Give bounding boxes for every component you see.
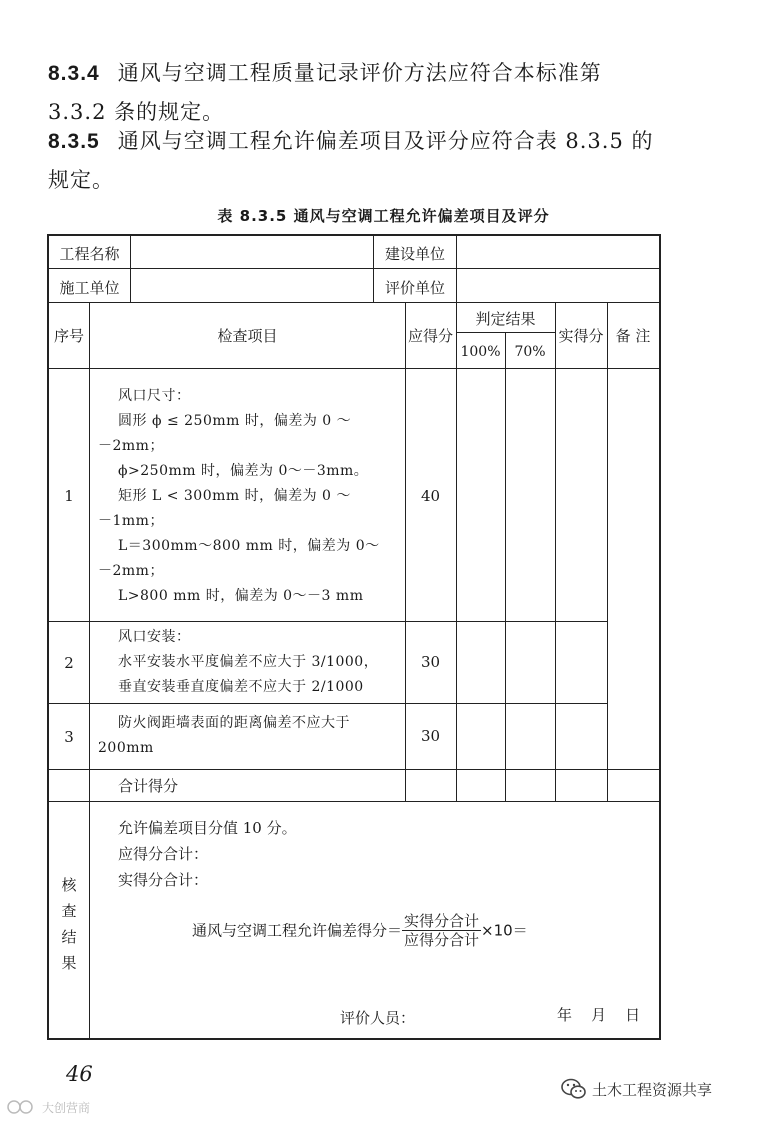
row-check-item [98,384,403,609]
corner-watermark-text: 大创营商 [42,1101,91,1115]
wechat-watermark [560,1077,760,1103]
row-line: 200mm [98,740,154,756]
row-line: L>800 mm 时，偏差为 0～－3 mm [118,588,364,604]
review-label-char: 查 [61,902,77,920]
clause-text: 通风与空调工程允许偏差项目及评分应符合表 8.3.5 的 [117,129,654,153]
formula-prefix: 通风与空调工程允许偏差得分＝ [192,921,403,940]
row-line: 风口安装： [118,629,191,645]
clause-text-cont: 3.3.2 条的规定。 [48,100,225,124]
evaluator-signature-label: 评价人员： [340,1009,416,1027]
label-evaluator: 评价单位 [384,279,445,297]
clause-8-3-4 [48,54,728,131]
formula-suffix: ×10＝ [481,921,528,940]
header-pct100: 100% [460,344,501,360]
row-line: 矩形 L < 300mm 时，偏差为 0 ～ [118,488,351,504]
row-line: 垂直安装垂直度偏差不应大于 2/1000 [118,679,364,695]
row-score: 30 [420,653,441,671]
row-score: 40 [420,487,441,505]
row-line: 风口尺寸： [118,388,191,404]
row-seq: 1 [64,487,74,505]
label-builder: 建设单位 [384,245,445,263]
formula-denominator: 应得分合计 [404,931,480,949]
header-judgement: 判定结果 [475,310,536,328]
wechat-icon [560,1077,588,1101]
header-remark: 备 注 [615,327,651,345]
clause-text-cont: 规定。 [48,168,114,192]
row-line: －1mm； [98,513,164,529]
header-pct70: 70% [514,344,546,360]
table-caption: 表 8.3.5 通风与空调工程允许偏差项目及评分 [217,207,550,225]
row-line: ϕ>250mm 时，偏差为 0～－3mm。 [118,463,369,479]
date-label: 年 月 日 [557,1006,641,1024]
row-score: 30 [420,727,441,745]
row-line: 圆形 ϕ ≤ 250mm 时，偏差为 0 ～ [118,413,352,429]
corner-watermark [6,1097,116,1117]
watermark-logo-icon [6,1099,36,1115]
header-check-item: 检查项目 [217,327,278,345]
review-line: 允许偏差项目分值 10 分。 [118,819,297,837]
row-seq: 3 [64,728,74,746]
review-line: 应得分合计： [118,845,209,863]
formula-numerator: 实得分合计 [404,912,480,930]
row-line: －2mm； [98,563,164,579]
header-actual-score: 实得分 [558,327,604,345]
row-line: 水平安装水平度偏差不应大于 3/1000， [118,654,379,670]
review-label-char: 果 [61,954,77,972]
label-contractor: 施工单位 [59,279,120,297]
row-line: 防火阀距墙表面的距离偏差不应大于 [118,715,350,731]
formula-fraction [402,912,481,949]
row-seq: 2 [64,654,74,672]
row-line: L＝300mm～800 mm 时，偏差为 0～ [118,538,380,554]
row-check-item [98,711,403,761]
review-label-char: 核 [61,876,77,894]
total-score-label: 合计得分 [118,777,179,795]
header-due-score: 应得分 [407,327,453,345]
header-seq: 序号 [53,327,84,345]
review-label-char: 结 [61,928,77,946]
review-label [49,872,89,976]
row-check-item [98,625,403,700]
page-number: 46 [66,1062,93,1086]
clause-8-3-5 [48,122,728,199]
review-notes [118,815,538,893]
watermark-text: 土木工程资源共享 [592,1081,713,1099]
clause-text: 通风与空调工程质量记录评价方法应符合本标准第 [117,61,602,85]
review-line: 实得分合计： [118,871,209,889]
project-name-value [131,238,373,268]
label-project-name: 工程名称 [59,245,120,263]
score-formula [192,912,612,949]
row-line: －2mm； [98,438,164,454]
clause-number: 8.3.5 [48,130,100,153]
clause-number: 8.3.4 [48,62,100,85]
